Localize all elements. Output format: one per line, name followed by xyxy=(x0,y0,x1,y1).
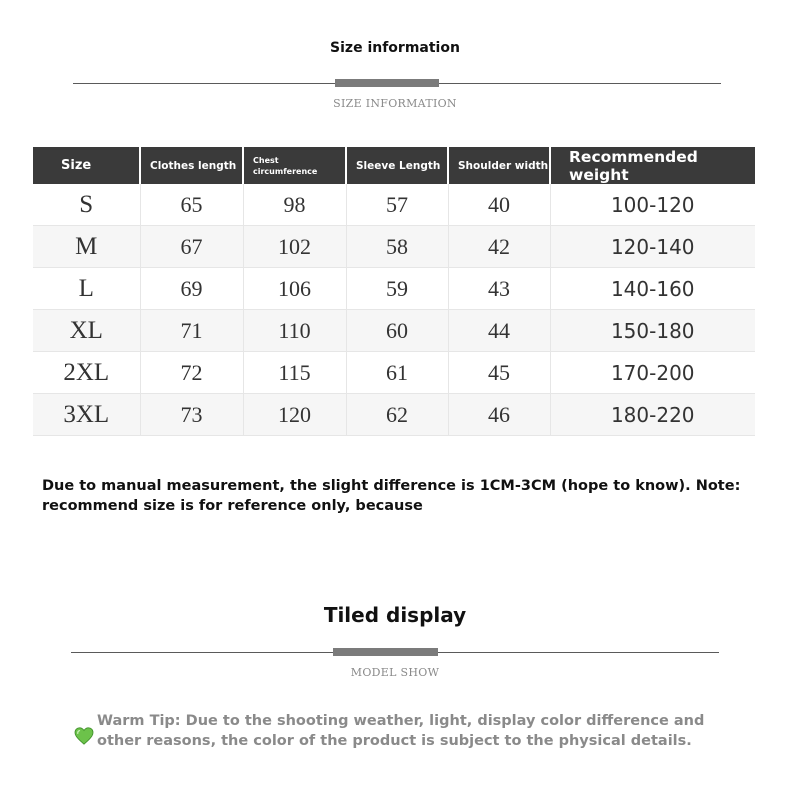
model-show-subtitle: MODEL SHOW xyxy=(350,666,440,679)
size-section-divider-accent xyxy=(335,79,439,87)
cell-weight: 170-200 xyxy=(550,352,755,394)
cell-weight: 150-180 xyxy=(550,310,755,352)
table-row xyxy=(33,352,755,394)
header-clothes-length: Clothes length xyxy=(140,147,243,184)
cell-chest: 110 xyxy=(243,310,346,352)
cell-sleeve: 62 xyxy=(346,394,448,436)
measurement-note: Due to manual measurement, the slight difference is 1CM-3CM (hope to know). Note: recommend size is for reference only, because xyxy=(42,478,741,514)
cell-sleeve: 61 xyxy=(346,352,448,394)
table-row xyxy=(33,184,755,226)
cell-chest: 120 xyxy=(243,394,346,436)
cell-weight: 180-220 xyxy=(550,394,755,436)
cell-shoulder: 42 xyxy=(448,226,550,268)
table-row xyxy=(33,394,755,436)
cell-clothes-length: 67 xyxy=(140,226,243,268)
cell-chest: 115 xyxy=(243,352,346,394)
tiled-section-divider-accent xyxy=(333,648,438,656)
header-size: Size xyxy=(33,147,140,184)
cell-sleeve: 58 xyxy=(346,226,448,268)
cell-chest: 98 xyxy=(243,184,346,226)
cell-sleeve: 60 xyxy=(346,310,448,352)
cell-chest: 106 xyxy=(243,268,346,310)
size-information-subtitle: SIZE INFORMATION xyxy=(333,97,457,110)
cell-shoulder: 44 xyxy=(448,310,550,352)
cell-shoulder: 46 xyxy=(448,394,550,436)
cell-clothes-length: 65 xyxy=(140,184,243,226)
cell-size: 2XL xyxy=(33,352,140,394)
cell-sleeve: 57 xyxy=(346,184,448,226)
table-row xyxy=(33,310,755,352)
cell-clothes-length: 73 xyxy=(140,394,243,436)
cell-sleeve: 59 xyxy=(346,268,448,310)
cell-shoulder: 40 xyxy=(448,184,550,226)
cell-shoulder: 45 xyxy=(448,352,550,394)
cell-size: M xyxy=(33,226,140,268)
cell-clothes-length: 69 xyxy=(140,268,243,310)
cell-chest: 102 xyxy=(243,226,346,268)
cell-clothes-length: 72 xyxy=(140,352,243,394)
table-row xyxy=(33,268,755,310)
header-recommended-weight: Recommended weight xyxy=(550,147,755,184)
size-information-title: Size information xyxy=(330,40,460,56)
warm-tip-text: Warm Tip: Due to the shooting weather, light, display color difference and other reasons, the color of the product is subject to the physical details. xyxy=(97,713,705,749)
header-chest-circumference: Chest circumference xyxy=(243,147,346,184)
cell-size: S xyxy=(33,184,140,226)
cell-weight: 100-120 xyxy=(550,184,755,226)
cell-size: XL xyxy=(33,310,140,352)
cell-size: L xyxy=(33,268,140,310)
cell-clothes-length: 71 xyxy=(140,310,243,352)
size-chart-table xyxy=(33,147,755,436)
header-sleeve-length: Sleeve Length xyxy=(346,147,448,184)
cell-weight: 140-160 xyxy=(550,268,755,310)
table-row xyxy=(33,226,755,268)
tiled-display-title: Tiled display xyxy=(323,603,467,627)
cell-weight: 120-140 xyxy=(550,226,755,268)
cell-shoulder: 43 xyxy=(448,268,550,310)
cell-size: 3XL xyxy=(33,394,140,436)
size-chart-header-row xyxy=(33,147,755,184)
warm-tip xyxy=(74,712,714,751)
header-shoulder-width: Shoulder width xyxy=(448,147,550,184)
